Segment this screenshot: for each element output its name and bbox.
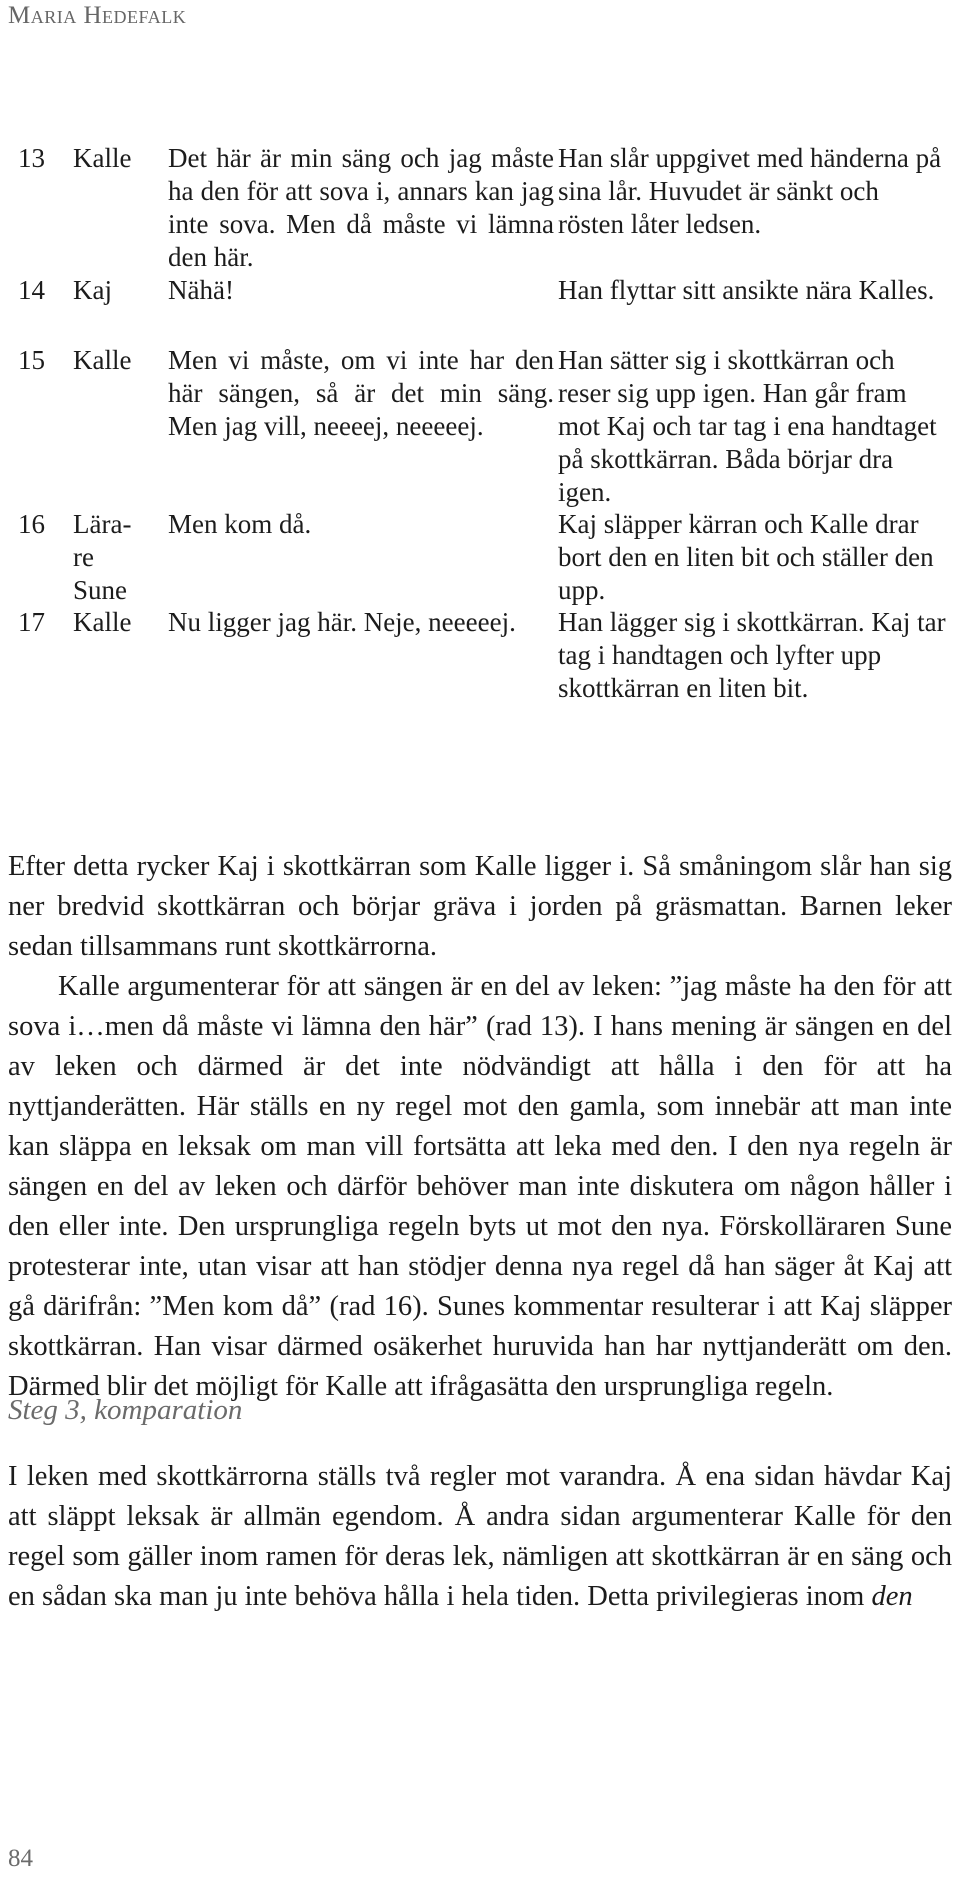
line-number: 14 bbox=[18, 275, 45, 305]
body-paragraph bbox=[8, 1457, 952, 1617]
line-number: 15 bbox=[18, 345, 45, 375]
action-description: Kaj släpper kärran och Kalle drar bort den en liten bit och ställer den upp. bbox=[558, 509, 934, 605]
line-number: 17 bbox=[18, 607, 45, 637]
transcript-row-13 bbox=[18, 142, 948, 274]
transcript-table bbox=[18, 142, 948, 706]
section-heading: Steg 3, komparation bbox=[8, 1394, 243, 1426]
speaker-name: Kalle bbox=[73, 607, 132, 637]
body-paragraph: Efter detta rycker Kaj i skottkärran som Kalle ligger i. Så småningom slår han sig ner bredvid skottkärran och börjar gräva i jorden på gräsmattan. Barnen leker sedan tillsammans runt skottkärrorna. bbox=[8, 851, 952, 962]
speaker-name: Kalle bbox=[73, 345, 132, 375]
speech-text: Men vi måste, om vi inte har den här sängen, så är det min säng. Men jag vill, neeeej, neeeeej. bbox=[168, 345, 554, 441]
action-description: Han flyttar sitt ansikte nära Kalles. bbox=[558, 275, 935, 305]
running-header-author: Maria Hedefalk bbox=[8, 2, 187, 29]
body-paragraph-text: I leken med skottkärrorna ställs två regler mot varandra. Å ena sidan hävdar Kaj att släppt leksak är allmän egendom. Å andra sidan argumenterar Kalle för den regel som gäller inom ramen för deras lek, nämligen att skottkärran är en säng och en sådan ska man ju inte behöva hålla i hela tiden. Detta privilegieras inom bbox=[8, 1461, 952, 1612]
action-description: Han sätter sig i skottkärran och reser sig upp igen. Han går fram mot Kaj och tar tag i ena handtaget på skottkärran. Båda börjar dra igen. bbox=[558, 345, 937, 507]
speaker-name: Lära- re Sune bbox=[73, 509, 132, 605]
body-paragraph: Kalle argumenterar för att sängen är en del av leken: ”jag måste ha den för att sova i…men då måste vi lämna den här” (rad 13). I hans mening är sängen en del av leken och därmed är det inte nödvändigt att hålla i den för att ha nyttjanderätten. Här ställs en ny regel mot den gamla, som innebär att man inte kan släppa en leksak om man vill fortsätta att leka med den. I den nya regeln är sängen en del av leken och därför behöver man inte diskutera om någon håller i den eller inte. Den ursprungliga regeln byts ut mot den nya. Förskolläraren Sune protesterar inte, utan visar att han stödjer denna nya regel då han säger åt Kaj att gå därifrån: ”Men kom då” (rad 16). Sunes kommentar resulterar i att Kaj släpper skottkärran. Han visar därmed osäkerhet huruvida han har nyttjanderätt om den. Därmed blir det möjligt för Kalle att ifrågasätta den ursprungliga regeln. bbox=[8, 971, 952, 1402]
speech-text: Nu ligger jag här. Neje, neeeeej. bbox=[168, 607, 516, 637]
speaker-name: Kaj bbox=[73, 275, 112, 305]
action-description: Han slår uppgivet med händerna på sina lår. Huvudet är sänkt och rösten låter ledsen. bbox=[558, 143, 942, 239]
transcript-row-15 bbox=[18, 344, 948, 508]
speaker-name: Kalle bbox=[73, 143, 132, 173]
transcript-row-14 bbox=[18, 274, 948, 334]
transcript-row-16 bbox=[18, 508, 948, 606]
emphasized-word: den bbox=[871, 1581, 913, 1612]
page-number: 84 bbox=[8, 1845, 33, 1872]
analysis-body bbox=[8, 847, 952, 1407]
comparison-body bbox=[8, 1457, 952, 1617]
speech-text: Det här är min säng och jag måste ha den för att sova i, annars kan jag inte sova. Men då måste vi lämna den här. bbox=[168, 143, 554, 272]
transcript-row-17 bbox=[18, 606, 948, 706]
line-number: 13 bbox=[18, 143, 45, 173]
speech-text: Men kom då. bbox=[168, 509, 312, 539]
action-description: Han lägger sig i skottkärran. Kaj tar tag i handtagen och lyfter upp skottkärran en liten bit. bbox=[558, 607, 946, 703]
speech-text: Nähä! bbox=[168, 275, 234, 305]
line-number: 16 bbox=[18, 509, 45, 539]
